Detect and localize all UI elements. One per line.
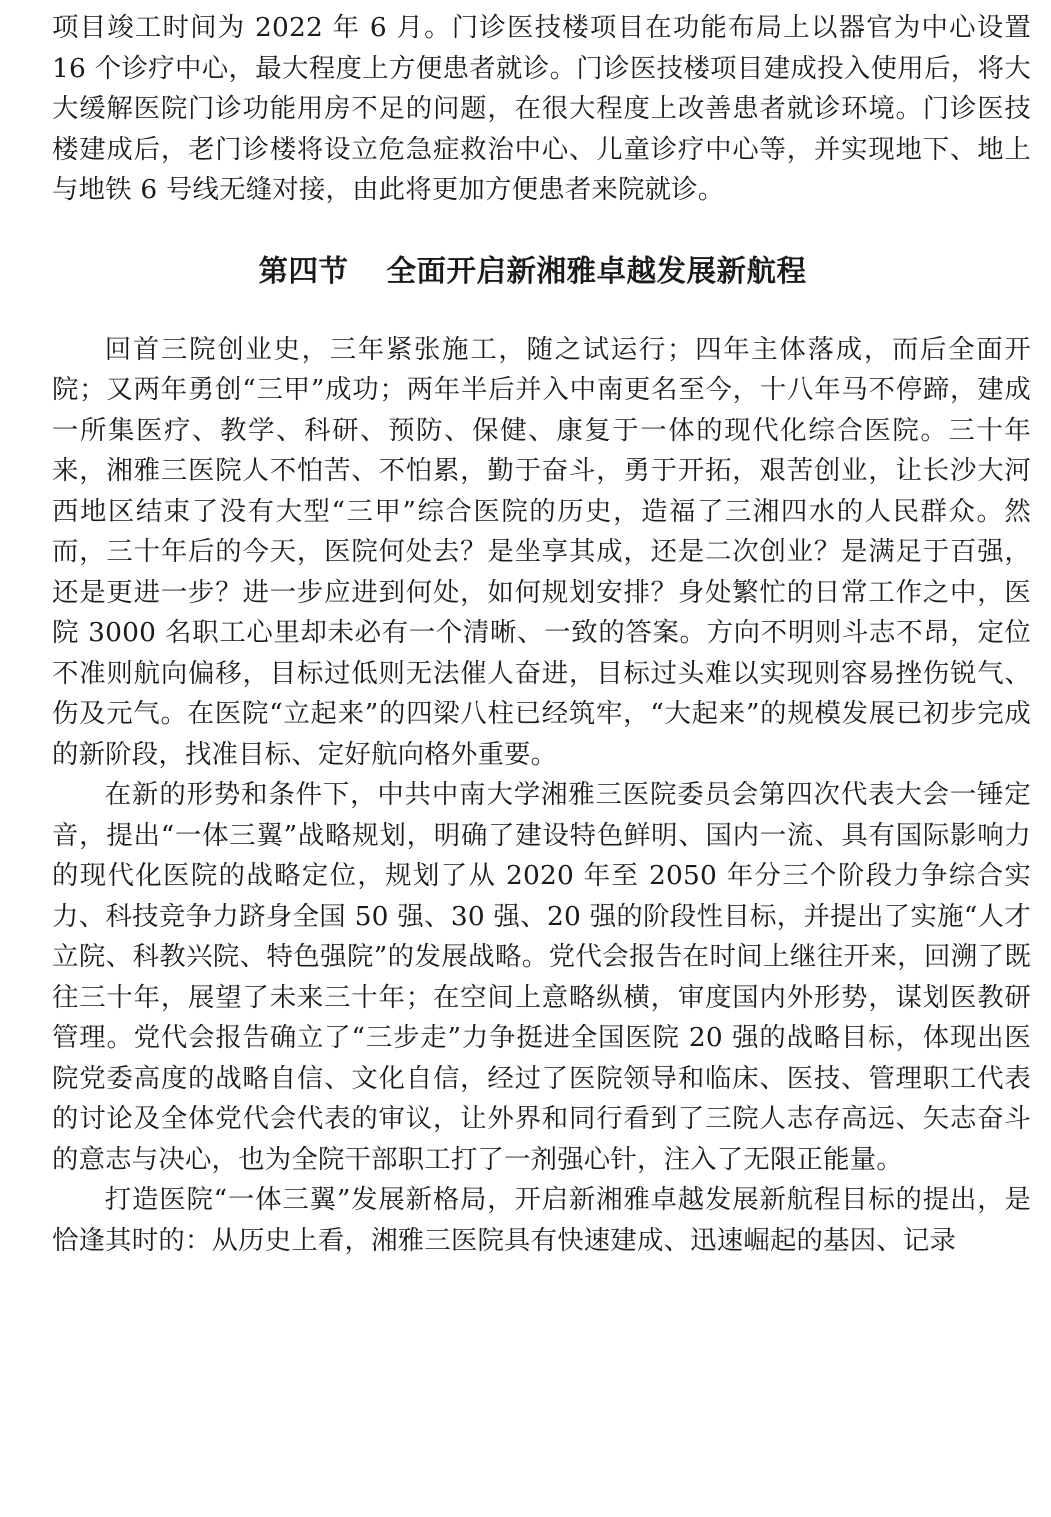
spacer bbox=[52, 291, 1031, 330]
section-heading bbox=[52, 251, 1031, 291]
section-number: 第四节 bbox=[258, 253, 349, 288]
paragraph-continued: 项目竣工时间为 2022 年 6 月。门诊医技楼项目在功能布局上以器官为中心设置 16 个诊疗中心，最大程度上方便患者就诊。门诊医技楼项目建成投入使用后，将大大缓解医院门诊功能用房不足的问题，在很大程度上改善患者就诊环境。门诊医技楼建成后，老门诊楼将设立危急症救治中心、儿童诊疗中心等，并实现地下、地上与地铁 6 号线无缝对接，由此将更加方便患者来院就诊。 bbox=[52, 12, 1031, 205]
body-paragraph-2: 在新的形势和条件下，中共中南大学湘雅三医院委员会第四次代表大会一锤定音，提出“一体三翼”战略规划，明确了建设特色鲜明、国内一流、具有国际影响力的现代化医院的战略定位，规划了从 2020 年至 2050 年分三个阶段力争综合实力、科技竞争力跻身全国 50 强、30 强、20 强的阶段性目标，并提出了实施“人才立院、科教兴院、特色强院”的发展战略。党代会报告在时间上继往开来，回溯了既往三十年，展望了未来三十年；在空间上意略纵横，审度国内外形势，谋划医教研管理。党代会报告确立了“三步走”力争挺进全国医院 20 强的战略目标，体现出医院党委高度的战略自信、文化自信，经过了医院领导和临床、医技、管理职工代表的讨论及全体党代会代表的审议，让外界和同行看到了三院人志存高远、矢志奋斗的意志与决心，也为全院干部职工打了一剂强心针，注入了无限正能量。 bbox=[52, 779, 1031, 1175]
body-paragraph-3: 打造医院“一体三翼”发展新格局，开启新湘雅卓越发展新航程目标的提出，是恰逢其时的：从历史上看，湘雅三医院具有快速建成、迅速崛起的基因、记录 bbox=[52, 1184, 1031, 1256]
spacer bbox=[52, 211, 1031, 251]
section-title: 全面开启新湘雅卓越发展新航程 bbox=[386, 253, 807, 288]
body-paragraph-1: 回首三院创业史，三年紧张施工，随之试运行；四年主体落成，而后全面开院；又两年勇创“三甲”成功；两年半后并入中南更名至今，十八年马不停蹄，建成一所集医疗、教学、科研、预防、保健、康复于一体的现代化综合医院。三十年来，湘雅三医院人不怕苦、不怕累，勤于奋斗，勇于开拓，艰苦创业，让长沙大河西地区结束了没有大型“三甲”综合医院的历史，造福了三湘四水的人民群众。然而，三十年后的今天，医院何处去？是坐享其成，还是二次创业？是满足于百强，还是更进一步？进一步应进到何处，如何规划安排？身处繁忙的日常工作之中，医院 3000 名职工心里却未必有一个清晰、一致的答案。方向不明则斗志不昂，定位不准则航向偏移，目标过低则无法催人奋进，目标过头难以实现则容易挫伤锐气、伤及元气。在医院“立起来”的四梁八柱已经筑牢，“大起来”的规模发展已初步完成的新阶段，找准目标、定好航向格外重要。 bbox=[52, 333, 1031, 770]
